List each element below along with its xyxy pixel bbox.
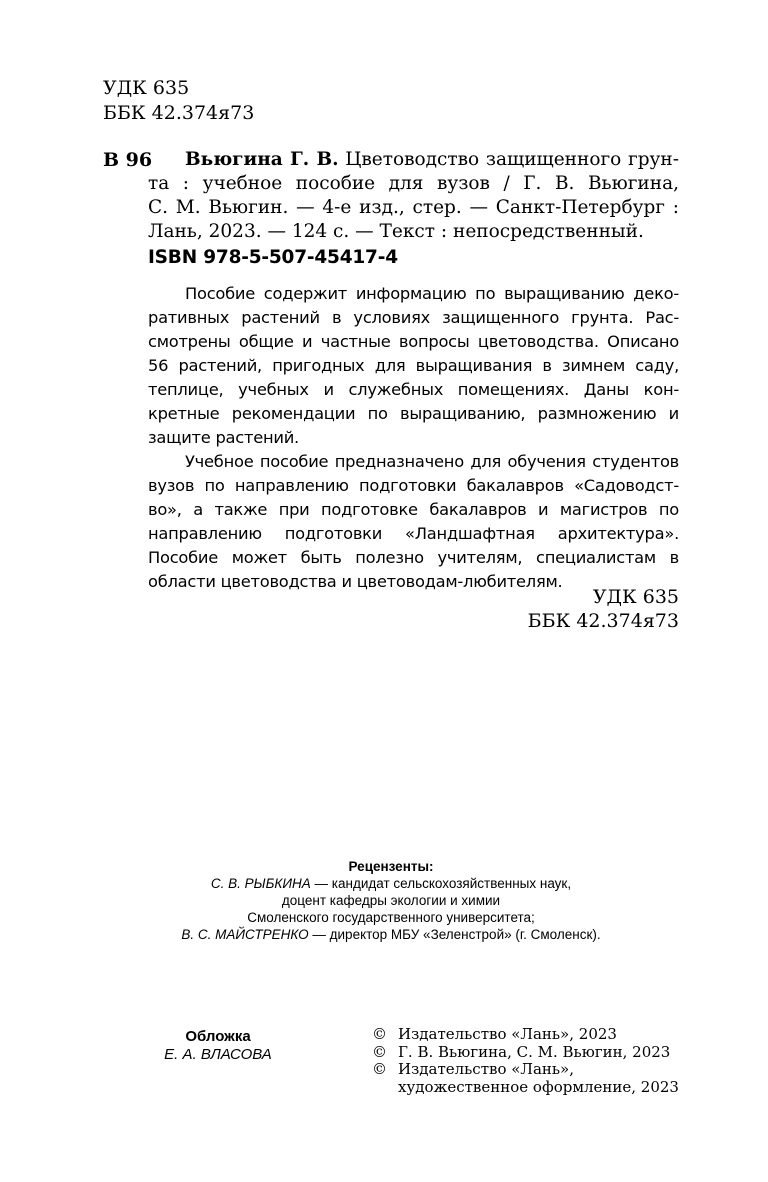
copyright-line: © Издательство «Лань», (372, 1060, 575, 1078)
copyright-line: © Г. В. Вьюгина, С. М. Вьюгин, 2023 (372, 1042, 671, 1061)
abstract-line: Пособие содержит информацию по выращиванию деко- (185, 284, 679, 303)
bbk-code: ББК 42.374я73 (103, 102, 255, 124)
abstract-paragraph (148, 282, 679, 450)
abstract-line: защите растений. (148, 428, 299, 447)
copyright-icon: © (372, 1042, 387, 1061)
abstract-line: во», а также при подготовке бакалавров и магистров по (148, 500, 679, 519)
classification-codes-bottom (528, 585, 679, 633)
reviewer-name: В. С. МАЙСТРЕНКО (181, 927, 309, 942)
cover-credit (103, 1028, 333, 1064)
udk-code: УДК 635 (103, 77, 190, 99)
biblio-line: С. М. Вьюгин. — 4-е изд., стер. — Санкт-Петербург : (148, 197, 679, 218)
bbk-code: ББК 42.374я73 (527, 610, 679, 632)
biblio-line: Вьюгина Г. В. Цветоводство защищенного грун- (185, 149, 679, 170)
abstract-paragraph (148, 450, 679, 594)
reviewers-title: Рецензенты: (348, 859, 434, 874)
copyright-line: © Издательство «Лань», 2023 (372, 1025, 617, 1043)
abstract-line: области цветоводства и цветоводам-любителям. (148, 572, 563, 591)
reviewer-2: В. С. МАЙСТРЕНКО — директор МБУ «Зеленстрой» (г. Смоленск). (181, 927, 601, 942)
abstract-line: вузов по направлению подготовки бакалавров «Садоводст- (148, 476, 679, 495)
isbn: ISBN 978-5-507-45417-4 (148, 247, 398, 268)
copyright-line-continuation: художественное оформление, 2023 (398, 1077, 679, 1096)
biblio-line: та : учебное пособие для вузов / Г. В. Вьюгина, (148, 173, 679, 194)
author-name: Вьюгина Г. В. (185, 149, 339, 170)
abstract-line: 56 растений, пригодных для выращивания в зимнем саду, (148, 356, 679, 375)
copyright-block (372, 1026, 680, 1096)
abstract-line: Учебное пособие предназначено для обучения студентов (185, 452, 679, 471)
abstract-line: направлению подготовки «Ландшафтная архитектура». (148, 524, 679, 543)
abstract-line: теплице, учебных и служебных помещениях. Даны кон- (148, 380, 679, 399)
classification-codes-top (103, 76, 254, 126)
copyright-icon: © (372, 1025, 387, 1043)
copyright-icon: © (372, 1060, 387, 1078)
abstract-line: кретные рекомендации по выращиванию, размножению и (148, 404, 679, 423)
reviewer-1-detail: доцент кафедры экологии и химии (281, 893, 501, 908)
udk-code: УДК 635 (592, 586, 679, 608)
call-number: В 96 (103, 149, 153, 171)
reviewer-name: С. В. РЫБКИНА (210, 876, 311, 891)
cover-designer: Е. А. ВЛАСОВА (164, 1046, 272, 1063)
reviewer-1-detail: Смоленского государственного университета; (247, 910, 535, 925)
abstract (148, 282, 679, 594)
biblio-line: Лань, 2023. — 124 с. — Текст : непосредственный. (148, 221, 644, 242)
abstract-line: Пособие может быть полезно учителям, специалистам в (148, 548, 679, 567)
abstract-line: смотрены общие и частные вопросы цветоводства. Описано (148, 332, 679, 351)
reviewers-block (103, 858, 679, 943)
abstract-line: ративных растений в условиях защищенного грунта. Рас- (148, 308, 679, 327)
reviewer-1: С. В. РЫБКИНА — кандидат сельскохозяйственных наук, (210, 876, 572, 891)
bibliographic-description (148, 148, 679, 244)
cover-label: Обложка (185, 1028, 251, 1045)
